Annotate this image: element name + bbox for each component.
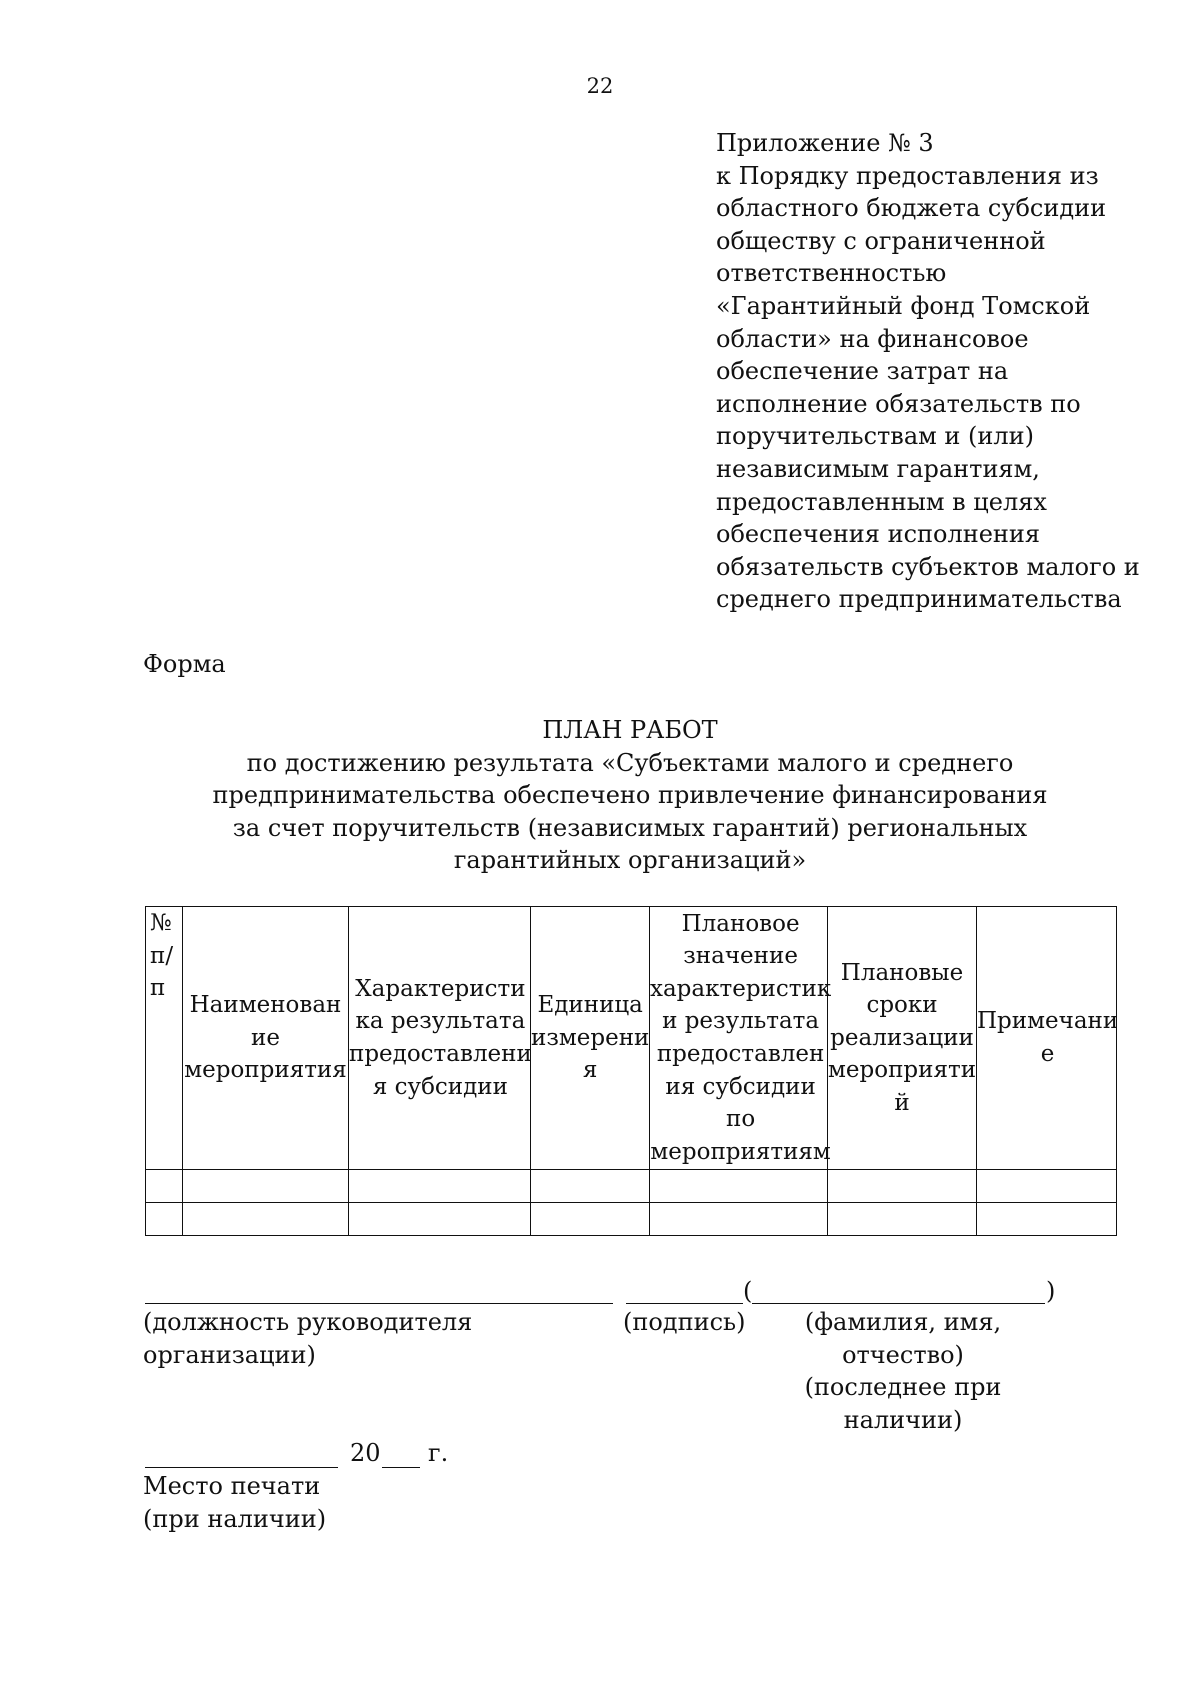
- table-cell[interactable]: [349, 1203, 531, 1236]
- appendix-line: ответственностью: [716, 259, 947, 288]
- plan-subtitle-line: гарантийных организаций»: [453, 846, 807, 875]
- signature-caption: (подпись): [623, 1308, 746, 1336]
- table-cell[interactable]: [349, 1170, 531, 1203]
- appendix-line: поручительствам и (или): [716, 422, 1035, 451]
- appendix-line: обеспечения исполнения: [716, 520, 1041, 549]
- table-cell[interactable]: [650, 1170, 828, 1203]
- date-year-prefix: 20: [350, 1439, 381, 1467]
- header-number: № п/ п: [146, 907, 183, 1170]
- position-caption-line: организации): [143, 1340, 316, 1369]
- appendix-line: обеспечение затрат на: [716, 357, 1009, 386]
- plan-subtitle-line: предпринимательства обеспечено привлечение финансирования: [212, 781, 1048, 810]
- table-cell[interactable]: [828, 1203, 977, 1236]
- table-cell[interactable]: [146, 1203, 183, 1236]
- table-cell[interactable]: [183, 1203, 349, 1236]
- header-note: Примечани е: [977, 907, 1117, 1170]
- stamp-caption-line: Место печати: [143, 1472, 321, 1500]
- table-cell[interactable]: [977, 1170, 1117, 1203]
- form-label: Форма: [143, 650, 226, 678]
- header-unit: Единица измерени я: [531, 907, 650, 1170]
- table-cell[interactable]: [531, 1203, 650, 1236]
- position-line[interactable]: [145, 1303, 613, 1304]
- plan-heading: ПЛАН РАБОТ: [542, 716, 718, 744]
- name-caption-line: отчество): [842, 1340, 964, 1369]
- appendix-line: Приложение № 3: [716, 129, 934, 157]
- date-day-month-line[interactable]: [145, 1467, 338, 1468]
- page-number: 22: [586, 74, 614, 98]
- stamp-caption: [143, 1470, 326, 1535]
- table-row: [146, 1170, 1117, 1203]
- appendix-line: области» на финансовое: [716, 324, 1029, 353]
- appendix-line: «Гарантийный фонд Томской: [716, 291, 1091, 320]
- appendix-line: исполнение обязательств по: [716, 389, 1081, 418]
- header-result-characteristic: Характеристи ка результата предоставлени я субсидии: [349, 907, 531, 1170]
- table-row: [146, 1203, 1117, 1236]
- table-cell[interactable]: [183, 1170, 349, 1203]
- date-year-line[interactable]: [382, 1467, 420, 1468]
- date-year-suffix: г.: [428, 1439, 449, 1467]
- appendix-line: среднего предпринимательства: [716, 585, 1122, 614]
- appendix-line: к Порядку предоставления из: [716, 161, 1099, 190]
- position-caption: [143, 1306, 472, 1371]
- position-caption-line: (должность руководителя: [143, 1308, 473, 1336]
- stamp-caption-line: (при наличии): [143, 1504, 327, 1533]
- signature-line[interactable]: [626, 1303, 743, 1304]
- appendix-line: независимым гарантиям,: [716, 454, 1040, 483]
- header-activity-name: Наименован ие мероприятия: [183, 907, 349, 1170]
- name-caption-line: (последнее при: [804, 1373, 1002, 1402]
- appendix-line: областного бюджета субсидии: [716, 194, 1107, 223]
- appendix-line: обществу с ограниченной: [716, 226, 1046, 255]
- appendix-line: обязательств субъектов малого и: [716, 552, 1140, 581]
- name-open-paren: (: [743, 1277, 753, 1305]
- name-close-paren: ): [1046, 1277, 1056, 1305]
- header-planned-value: Плановое значение характеристик и результата предоставлен ия субсидии по мероприятиям: [650, 907, 828, 1170]
- plan-subtitle-line: по достижению результата «Субъектами малого и среднего: [246, 748, 1014, 777]
- table-cell[interactable]: [650, 1203, 828, 1236]
- name-caption: [803, 1306, 1003, 1436]
- table-cell[interactable]: [977, 1203, 1117, 1236]
- header-planned-dates: Плановые сроки реализации мероприяти й: [828, 907, 977, 1170]
- name-caption-line: наличии): [843, 1405, 963, 1434]
- name-line[interactable]: [752, 1303, 1045, 1304]
- plan-table: [145, 906, 1117, 1236]
- plan-title-block: [0, 714, 1200, 877]
- table-cell[interactable]: [531, 1170, 650, 1203]
- appendix-line: предоставленным в целях: [716, 487, 1047, 516]
- table-cell[interactable]: [146, 1170, 183, 1203]
- name-caption-line: (фамилия, имя,: [804, 1308, 1002, 1336]
- table-cell[interactable]: [828, 1170, 977, 1203]
- plan-subtitle-line: за счет поручительств (независимых гарантий) региональных: [232, 813, 1028, 842]
- appendix-block: [716, 127, 1186, 616]
- table-header-row: [146, 907, 1117, 1170]
